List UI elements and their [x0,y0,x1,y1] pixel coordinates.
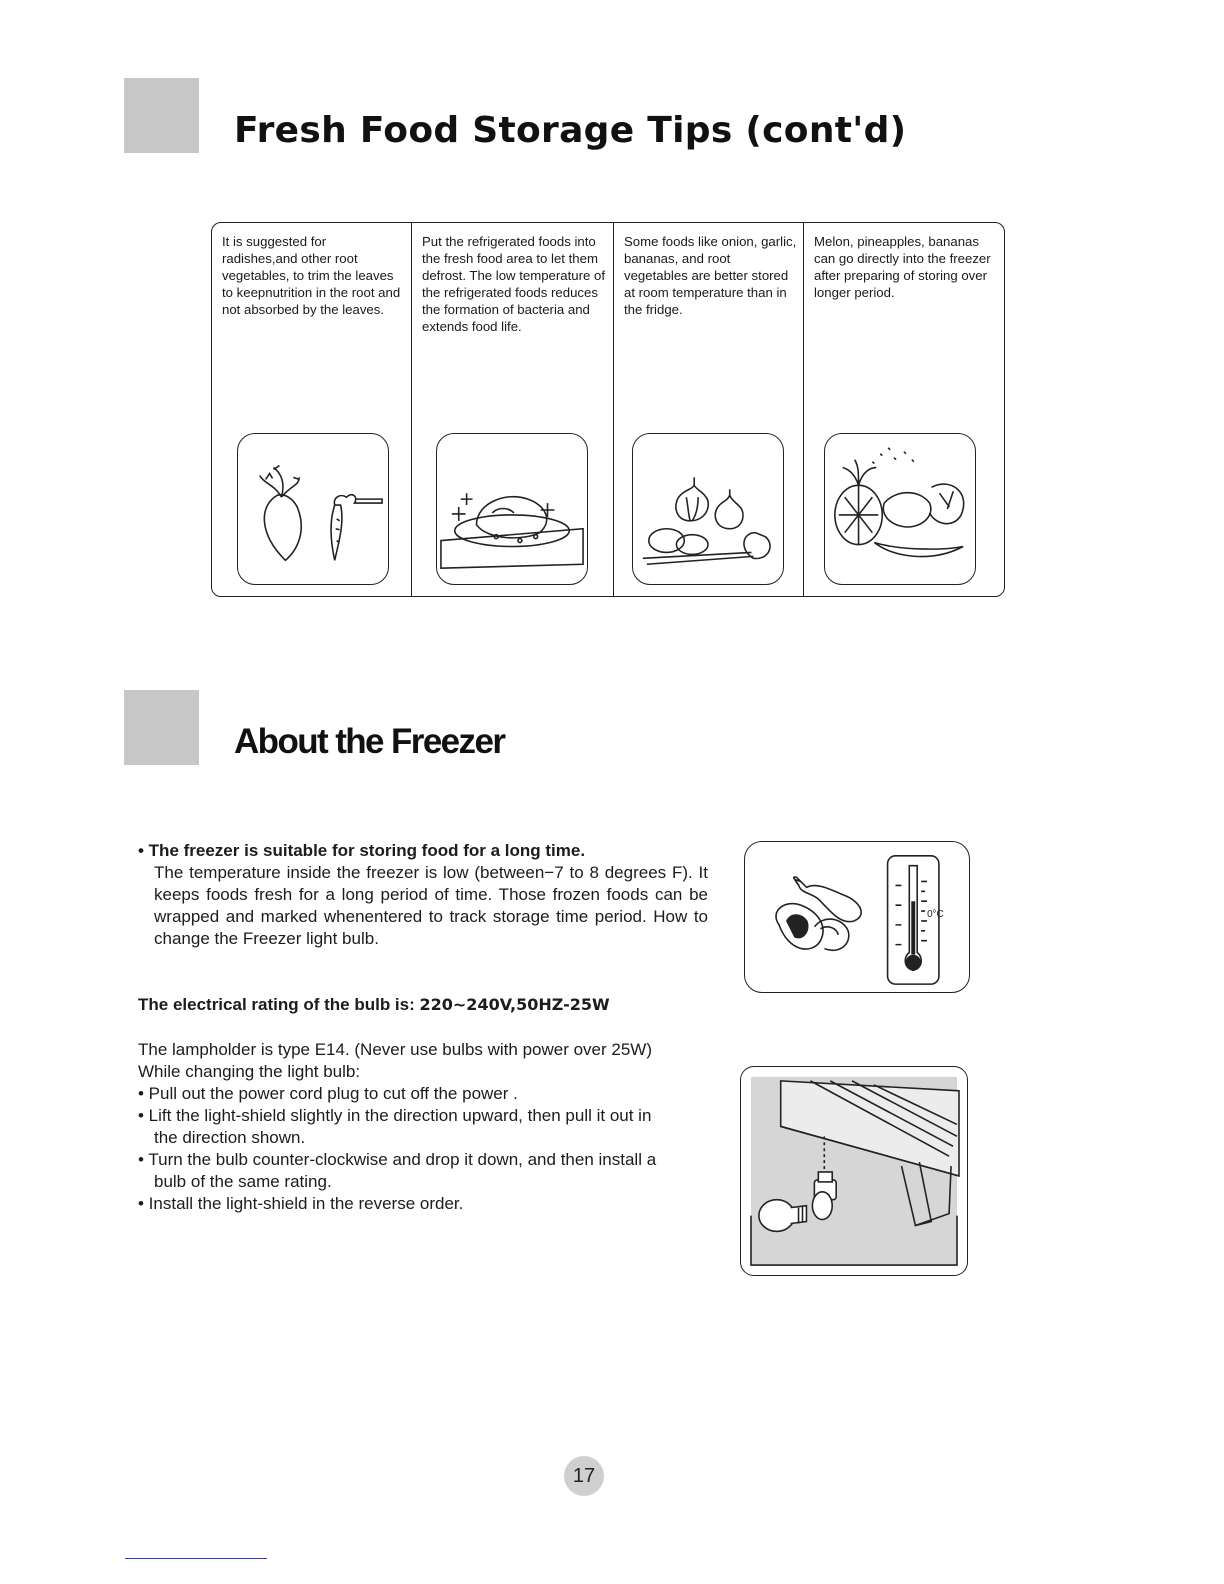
tips-table [211,222,1005,597]
section-marker [124,690,199,765]
lampholder-note: The lampholder is type E14. (Never use bulbs with power over 25W) [138,1040,653,1059]
page-title: Fresh Food Storage Tips (cont'd) [234,110,907,151]
section-marker [124,78,199,153]
page-number: 17 [564,1456,604,1496]
tip-text: Melon, pineapples, bananas can go directly into the freezer after preparing of storing over longer period. [814,234,991,300]
while-changing-label: While changing the light bulb: [138,1062,361,1081]
tip-cell [613,223,803,596]
tip-text: Some foods like onion, garlic, bananas, and root vegetables are better stored at room temperature than in the fridge. [624,234,797,317]
bulb-rating-label: The electrical rating of the bulb is: [138,995,420,1014]
frozen-meat-thermometer-icon [744,841,970,993]
tip-cell [803,223,1003,596]
bulb-rating [138,994,738,1016]
tip-text: It is suggested for radishes,and other root vegetables, to trim the leaves to keepnutrition in the root and not absorbed by the leaves. [222,234,401,317]
step-item: • Pull out the power cord plug to cut off the power . [138,1084,518,1103]
step-item: • Turn the bulb counter-clockwise and drop it down, and then install a bulb of the same rating. [138,1150,657,1191]
radish-icon [237,433,389,585]
tip-cell [411,223,613,596]
tip-cell [212,223,411,596]
light-bulb-replacement-icon [740,1066,968,1276]
freezer-intro-heading: • The freezer is suitable for storing food for a long time. [138,841,586,860]
freezer-intro [138,840,708,950]
roast-chicken-icon [436,433,588,585]
step-item: • Install the light-shield in the reverse order. [138,1194,464,1213]
tip-text: Put the refrigerated foods into the fresh food area to let them defrost. The low temperature of the refrigerated foods reduces the formation of bacteria and extends food life. [422,234,606,334]
bulb-rating-value: 220~240V,50HZ-25W [419,995,610,1014]
step-item: • Lift the light-shield slightly in the direction upward, then pull it out in the direction shown. [138,1106,652,1147]
freezer-intro-body: The temperature inside the freezer is low (between−7 to 8 degrees F). It keeps foods fresh for a long period of time. Those frozen foods can be wrapped and marked whenentered to track storage time period. How to change the Freezer light bulb. [154,863,708,948]
section-title: About the Freezer [234,722,505,761]
fruit-icon [824,433,976,585]
onion-garlic-icon [632,433,784,585]
bulb-instructions [138,1039,718,1215]
thermometer-unit: 0°C [927,909,944,920]
footer-rule [125,1558,267,1559]
